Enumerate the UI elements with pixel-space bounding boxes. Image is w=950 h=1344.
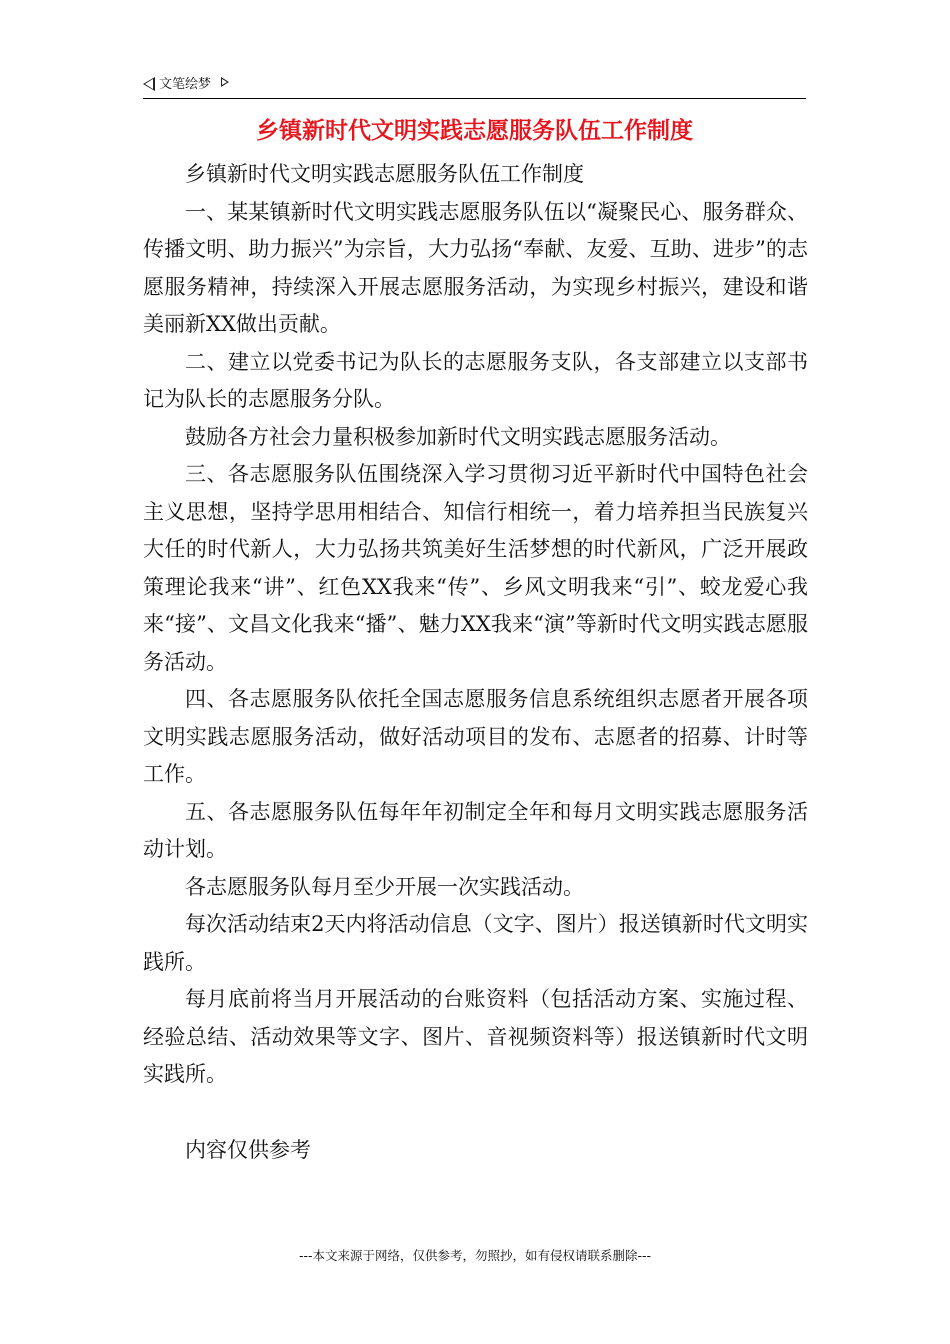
paragraph: 五、各志愿服务队伍每年年初制定全年和每月文明实践志愿服务活动计划。	[143, 799, 808, 861]
paragraph: 各志愿服务队每月至少开展一次实践活动。	[185, 874, 584, 899]
triangle-right-icon	[221, 77, 229, 87]
brand	[143, 76, 229, 94]
brand-label: 文笔绘梦	[159, 77, 212, 92]
paragraph: 四、各志愿服务队依托全国志愿服务信息系统组织志愿者开展各项文明实践志愿服务活动，做好活动项目的发布、志愿者的招募、计时等工作。	[143, 687, 808, 786]
paragraph: 一、某某镇新时代文明实践志愿服务队伍以“凝聚民心、服务群众、传播文明、助力振兴”为宗旨，大力弘扬“奉献、友爱、互助、进步”的志愿服务精神，持续深入开展志愿服务活动，为实现乡村振兴，建设和谐美丽新XX做出贡献。	[143, 199, 808, 336]
paragraph: 每次活动结束2天内将活动信息（文字、图片）报送镇新时代文明实践所。	[143, 912, 808, 974]
footer-disclaimer: ---本文来源于网络，仅供参考，勿照抄，如有侵权请联系删除---	[298, 1248, 652, 1263]
closing-note: 内容仅供参考	[185, 1137, 311, 1162]
paragraph: 每月底前将当月开展活动的台账资料（包括活动方案、实施过程、经验总结、活动效果等文字、图片、音视频资料等）报送镇新时代文明实践所。	[143, 987, 808, 1086]
triangle-left-icon	[143, 77, 155, 91]
paragraph: 三、各志愿服务队伍围绕深入学习贯彻习近平新时代中国特色社会主义思想，坚持学思用相结合、知信行相统一，着力培养担当民族复兴大任的时代新人，大力弘扬共筑美好生活梦想的时代新风，广泛开展政策理论我来“讲”、红色XX我来“传”、乡风文明我来“引”、蛟龙爱心我来“接”、文昌文化我来“播”、魅力XX我来“演”等新时代文明实践志愿服务活动。	[143, 462, 808, 674]
paragraph: 乡镇新时代文明实践志愿服务队伍工作制度	[185, 162, 584, 186]
page-header	[143, 74, 806, 99]
paragraph: 二、建立以党委书记为队长的志愿服务支队，各支部建立以支部书记为队长的志愿服务分队。	[143, 349, 808, 411]
document-title: 乡镇新时代文明实践志愿服务队伍工作制度	[256, 117, 693, 144]
document-body	[143, 156, 808, 1169]
paragraph: 鼓励各方社会力量积极参加新时代文明实践志愿服务活动。	[185, 424, 731, 449]
